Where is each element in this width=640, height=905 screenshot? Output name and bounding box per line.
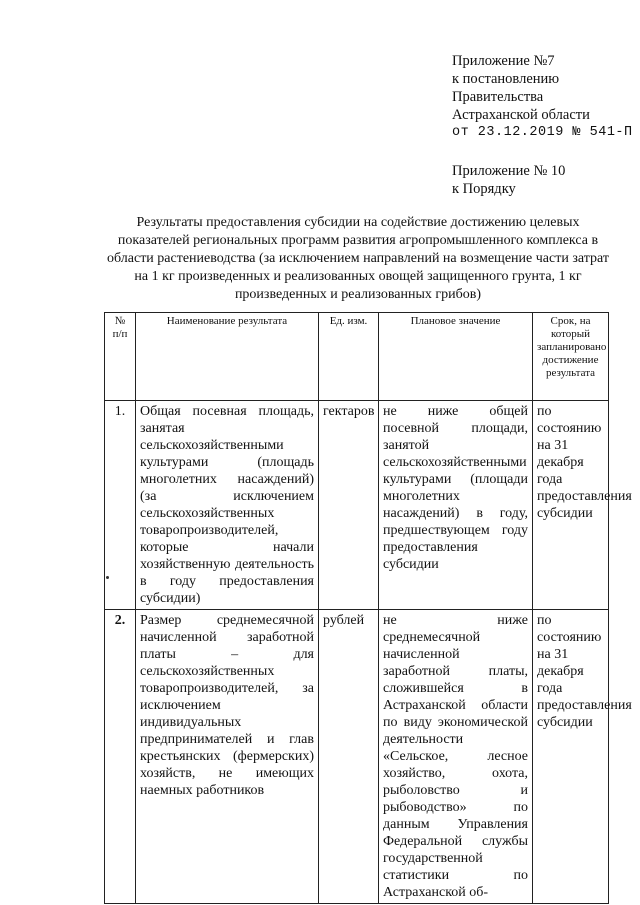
term: по состоянию на 31 декабря года предоставления субсидии [533, 401, 609, 610]
column-header-num: № п/п [105, 313, 136, 401]
column-header-name: Наименование результата [136, 313, 319, 401]
appendix-line: к постановлению [452, 71, 560, 87]
plan-value: не ниже общей посевной площади, занятой сельскохозяйственными культурами (площади многолетних насаждений) в году, предшествующем году предоставления субсидии [379, 401, 533, 610]
document-title: Результаты предоставления субсидии на содействие достижению целевых показателей региональных программ развития агропромышленного комплекса в области растениеводства (за исключением направлений на возмещение части затрат на 1 кг произведенных и реализованных овощей защищенного грунта, 1 кг произведенных и реализованных грибов) [107, 215, 609, 302]
appendix-order-block [452, 162, 565, 198]
scan-speck [106, 576, 109, 579]
decree-date-line: от 23.12.2019 № 541-П [452, 125, 633, 140]
term: по состоянию на 31 декабря года предоставления субсидии [533, 610, 609, 904]
unit: рублей [319, 610, 379, 904]
row-number: 2. [105, 610, 136, 904]
table-row [105, 610, 609, 904]
result-name: Размер среднемесячной начисленной заработной платы – для сельскохозяйственных товаропроизводителей, за исключением индивидуальных предпринимателей и глав крестьянских (фермерских) хозяйств, не имеющих наемных работников [136, 610, 319, 904]
result-name: Общая посевная площадь, занятая сельскохозяйственными культурами (площадь многолетних насаждений) (за исключением сельскохозяйственных товаропроизводителей, которые начали хозяйственную деятельность в году предоставления субсидии) [136, 401, 319, 610]
appendix-line: к Порядку [452, 181, 516, 197]
column-header-term: Срок, на который запланировано достижение результата [533, 313, 609, 401]
appendix-line: Приложение №7 [452, 53, 555, 69]
appendix-block [452, 52, 633, 142]
row-number: 1. [105, 401, 136, 610]
table-header-row [105, 313, 609, 401]
results-table [104, 312, 632, 904]
appendix-line: Правительства [452, 89, 544, 105]
table-row [105, 401, 609, 610]
column-header-plan: Плановое значение [379, 313, 533, 401]
column-header-unit: Ед. изм. [319, 313, 379, 401]
plan-value: не ниже среднемесячной начисленной заработной платы, сложившейся в Астраханской области по виду экономической деятельности «Сельское, лесное хозяйство, охота, рыболовство и рыбоводство» по данным Управления Федеральной службы государственной статистики по Астраханской об- [379, 610, 533, 904]
appendix-line: Астраханской области [452, 107, 590, 123]
unit: гектаров [319, 401, 379, 610]
appendix-line: Приложение № 10 [452, 163, 566, 179]
